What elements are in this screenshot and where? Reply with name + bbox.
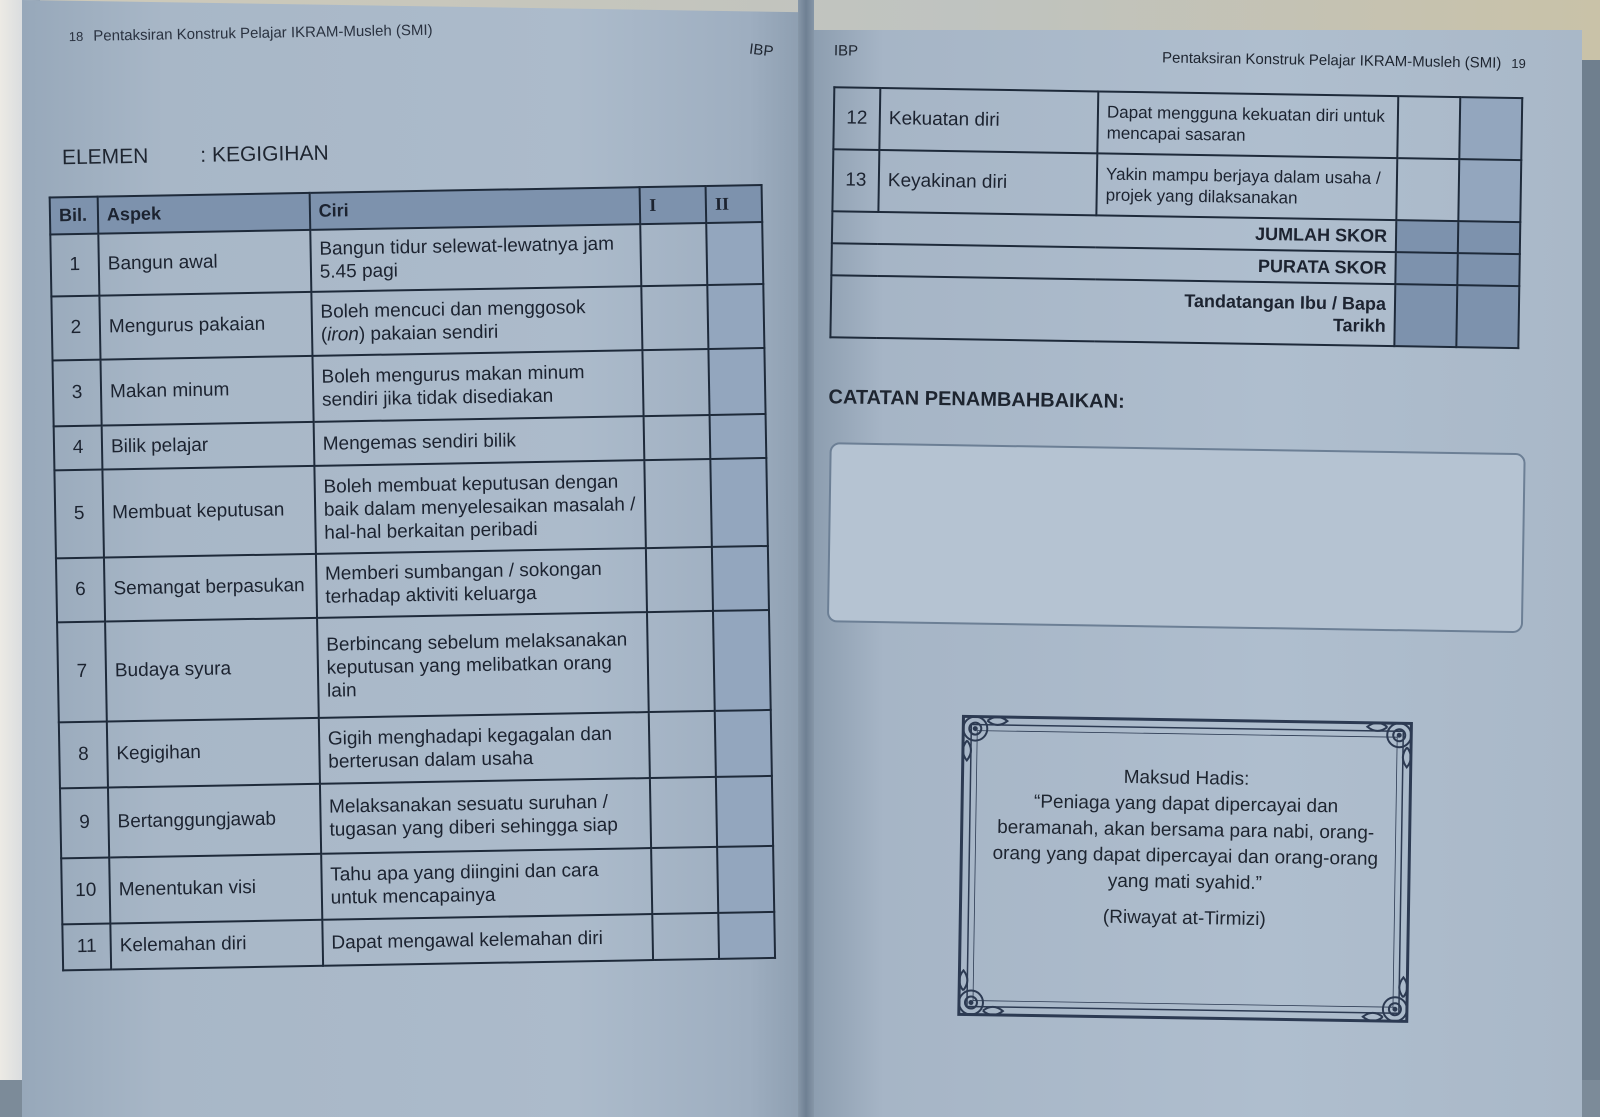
row-ciri: Memberi sumbangan / sokongan terhadap aktiviti keluarga xyxy=(316,548,648,618)
element-heading xyxy=(62,142,329,171)
score-cell-1[interactable] xyxy=(644,415,710,460)
score-cell-2[interactable] xyxy=(707,284,764,349)
assessment-table-left xyxy=(49,184,776,971)
score-cell-1[interactable] xyxy=(642,285,709,350)
right-running-head xyxy=(1162,49,1526,72)
signature-cell-2[interactable] xyxy=(1456,285,1519,348)
table-row xyxy=(832,149,1521,222)
row-ciri: Melaksanakan sesuatu suruhan / tugasan yang diberi sehingga siap xyxy=(320,778,652,854)
purata-score-cell-1[interactable] xyxy=(1395,252,1457,285)
row-number: 10 xyxy=(61,858,110,925)
signature-cell-1[interactable] xyxy=(1394,284,1457,347)
row-number: 1 xyxy=(50,234,99,297)
table-row xyxy=(54,458,767,558)
row-ciri: Dapat mengguna kekuatan diri untuk mencapai sasaran xyxy=(1097,91,1398,158)
ciri-text-italic: iron xyxy=(326,324,360,346)
score-cell-2[interactable] xyxy=(715,710,772,777)
score-cell-1[interactable] xyxy=(647,611,714,712)
left-running-title: Pentaksiran Konstruk Pelajar IKRAM-Musleh (SMI) xyxy=(93,21,433,45)
signature-label xyxy=(830,275,1395,346)
score-cell-1[interactable] xyxy=(650,777,717,848)
score-cell-1[interactable] xyxy=(645,459,712,548)
score-cell-1[interactable] xyxy=(1397,96,1460,159)
row-aspek: Bertanggungjawab xyxy=(108,784,321,858)
table-row xyxy=(61,846,774,924)
score-cell-1[interactable] xyxy=(643,349,710,416)
right-page xyxy=(795,24,1588,1117)
row-number: 4 xyxy=(54,426,103,471)
row-aspek: Bangun awal xyxy=(98,230,311,296)
hadis-source: (Riwayat at-Tirmizi) xyxy=(1102,906,1266,931)
hadis-quote: “Peniaga yang dapat dipercayai dan beramanah, akan bersama para nabi, orang-orang yang dapat dipercayai dan orang-orang yang mati syahid.” xyxy=(992,791,1379,895)
header-aspek: Aspek xyxy=(98,193,310,234)
hadis-text xyxy=(980,763,1391,935)
row-ciri xyxy=(311,286,643,356)
score-cell-1[interactable] xyxy=(641,223,708,286)
score-cell-2[interactable] xyxy=(710,414,767,459)
header-score-1: I xyxy=(640,186,706,224)
score-cell-2[interactable] xyxy=(710,458,767,547)
signature-label-line1: Tandatangan Ibu / Bapa xyxy=(1184,290,1387,314)
notes-box[interactable] xyxy=(827,442,1526,633)
score-cell-1[interactable] xyxy=(652,847,719,914)
row-ciri: Bangun tidur selewat-lewatnya jam 5.45 pagi xyxy=(310,224,642,292)
row-ciri: Boleh mengurus makan minum sendiri jika tidak disediakan xyxy=(312,350,644,422)
score-cell-2[interactable] xyxy=(1458,159,1521,222)
row-aspek: Bilik pelajar xyxy=(102,422,314,470)
row-number: 3 xyxy=(53,360,102,427)
row-number: 2 xyxy=(51,296,100,361)
element-value: : KEGIGIHAN xyxy=(200,141,329,167)
row-number: 9 xyxy=(60,788,109,859)
row-ciri: Mengemas sendiri bilik xyxy=(313,416,644,466)
row-aspek: Kekuatan diri xyxy=(879,88,1098,153)
score-cell-1[interactable] xyxy=(646,547,713,612)
purata-skor-label: PURATA SKOR xyxy=(831,243,1395,284)
score-cell-2[interactable] xyxy=(709,348,766,415)
table-row xyxy=(60,776,773,858)
row-number: 11 xyxy=(62,924,111,971)
row-ciri: Yakin mampu berjaya dalam usaha / projek yang dilaksanakan xyxy=(1096,153,1397,220)
table-row xyxy=(57,610,771,722)
row-ciri: Dapat mengawal kelemahan diri xyxy=(322,914,653,966)
jumlah-score-cell-1[interactable] xyxy=(1396,220,1458,253)
row-ciri: Berbincang sebelum melaksanakan keputusan yang melibatkan orang lain xyxy=(317,612,649,718)
right-page-number: 19 xyxy=(1511,55,1526,72)
table-row xyxy=(53,348,766,426)
score-cell-1[interactable] xyxy=(1396,158,1459,221)
jumlah-skor-label: JUMLAH SKOR xyxy=(832,211,1396,252)
ciri-text-start: Boleh mencuci dan menggosok ( xyxy=(320,297,586,346)
row-number: 5 xyxy=(54,470,104,559)
row-aspek: Semangat berpasukan xyxy=(104,554,317,622)
summary-row-signature xyxy=(830,275,1519,348)
table-row xyxy=(833,87,1522,160)
header-score-2: II xyxy=(706,185,762,223)
element-label: ELEMEN xyxy=(61,144,149,170)
score-cell-1[interactable] xyxy=(649,711,716,778)
score-cell-2[interactable] xyxy=(1459,97,1522,160)
table-row xyxy=(59,710,772,788)
row-aspek: Makan minum xyxy=(100,356,313,426)
row-aspek: Kelemahan diri xyxy=(110,920,323,970)
right-running-title: Pentaksiran Konstruk Pelajar IKRAM-Musleh (SMI) xyxy=(1161,49,1502,72)
purata-score-cell-2[interactable] xyxy=(1457,253,1519,286)
row-aspek: Keyakinan diri xyxy=(878,150,1097,215)
jumlah-score-cell-2[interactable] xyxy=(1458,221,1520,254)
row-aspek: Budaya syura xyxy=(105,618,318,722)
left-corner-tag: IBP xyxy=(748,40,775,61)
score-cell-2[interactable] xyxy=(716,776,773,847)
header-ciri: Ciri xyxy=(309,187,640,230)
right-corner-tag: IBP xyxy=(833,42,859,60)
row-number: 13 xyxy=(832,149,879,212)
score-cell-2[interactable] xyxy=(713,610,771,711)
assessment-table-right xyxy=(829,86,1523,349)
row-aspek: Kegigihan xyxy=(107,718,320,788)
row-number: 7 xyxy=(57,622,107,723)
score-cell-2[interactable] xyxy=(718,912,775,959)
hadis-frame xyxy=(949,706,1422,1031)
score-cell-2[interactable] xyxy=(717,846,774,913)
row-number: 8 xyxy=(59,722,108,789)
left-page xyxy=(13,0,822,1117)
row-aspek: Menentukan visi xyxy=(109,854,322,924)
row-ciri: Gigih menghadapi kegagalan dan berterusan dalam usaha xyxy=(319,712,651,784)
row-number: 12 xyxy=(833,87,880,150)
left-page-number: 18 xyxy=(68,28,84,45)
signature-label-line2: Tarikh xyxy=(1332,315,1386,336)
score-cell-2[interactable] xyxy=(706,222,763,285)
row-number: 6 xyxy=(56,558,105,623)
ciri-text-end: ) pakaian sendiri xyxy=(358,321,499,346)
header-bil: Bil. xyxy=(50,197,99,235)
score-cell-2[interactable] xyxy=(712,546,769,611)
notes-heading: CATATAN PENAMBAHBAIKAN: xyxy=(828,386,1125,413)
row-aspek: Mengurus pakaian xyxy=(99,292,312,360)
row-ciri: Tahu apa yang diingini dan cara untuk mencapainya xyxy=(321,848,653,920)
row-aspek: Membuat keputusan xyxy=(102,466,315,558)
score-cell-1[interactable] xyxy=(653,913,719,960)
row-ciri: Boleh membuat keputusan dengan baik dalam menyelesaikan masalah / hal-hal berkaitan peribadi xyxy=(314,460,646,554)
hadis-title: Maksud Hadis: xyxy=(1123,766,1250,790)
left-running-head xyxy=(69,22,433,45)
